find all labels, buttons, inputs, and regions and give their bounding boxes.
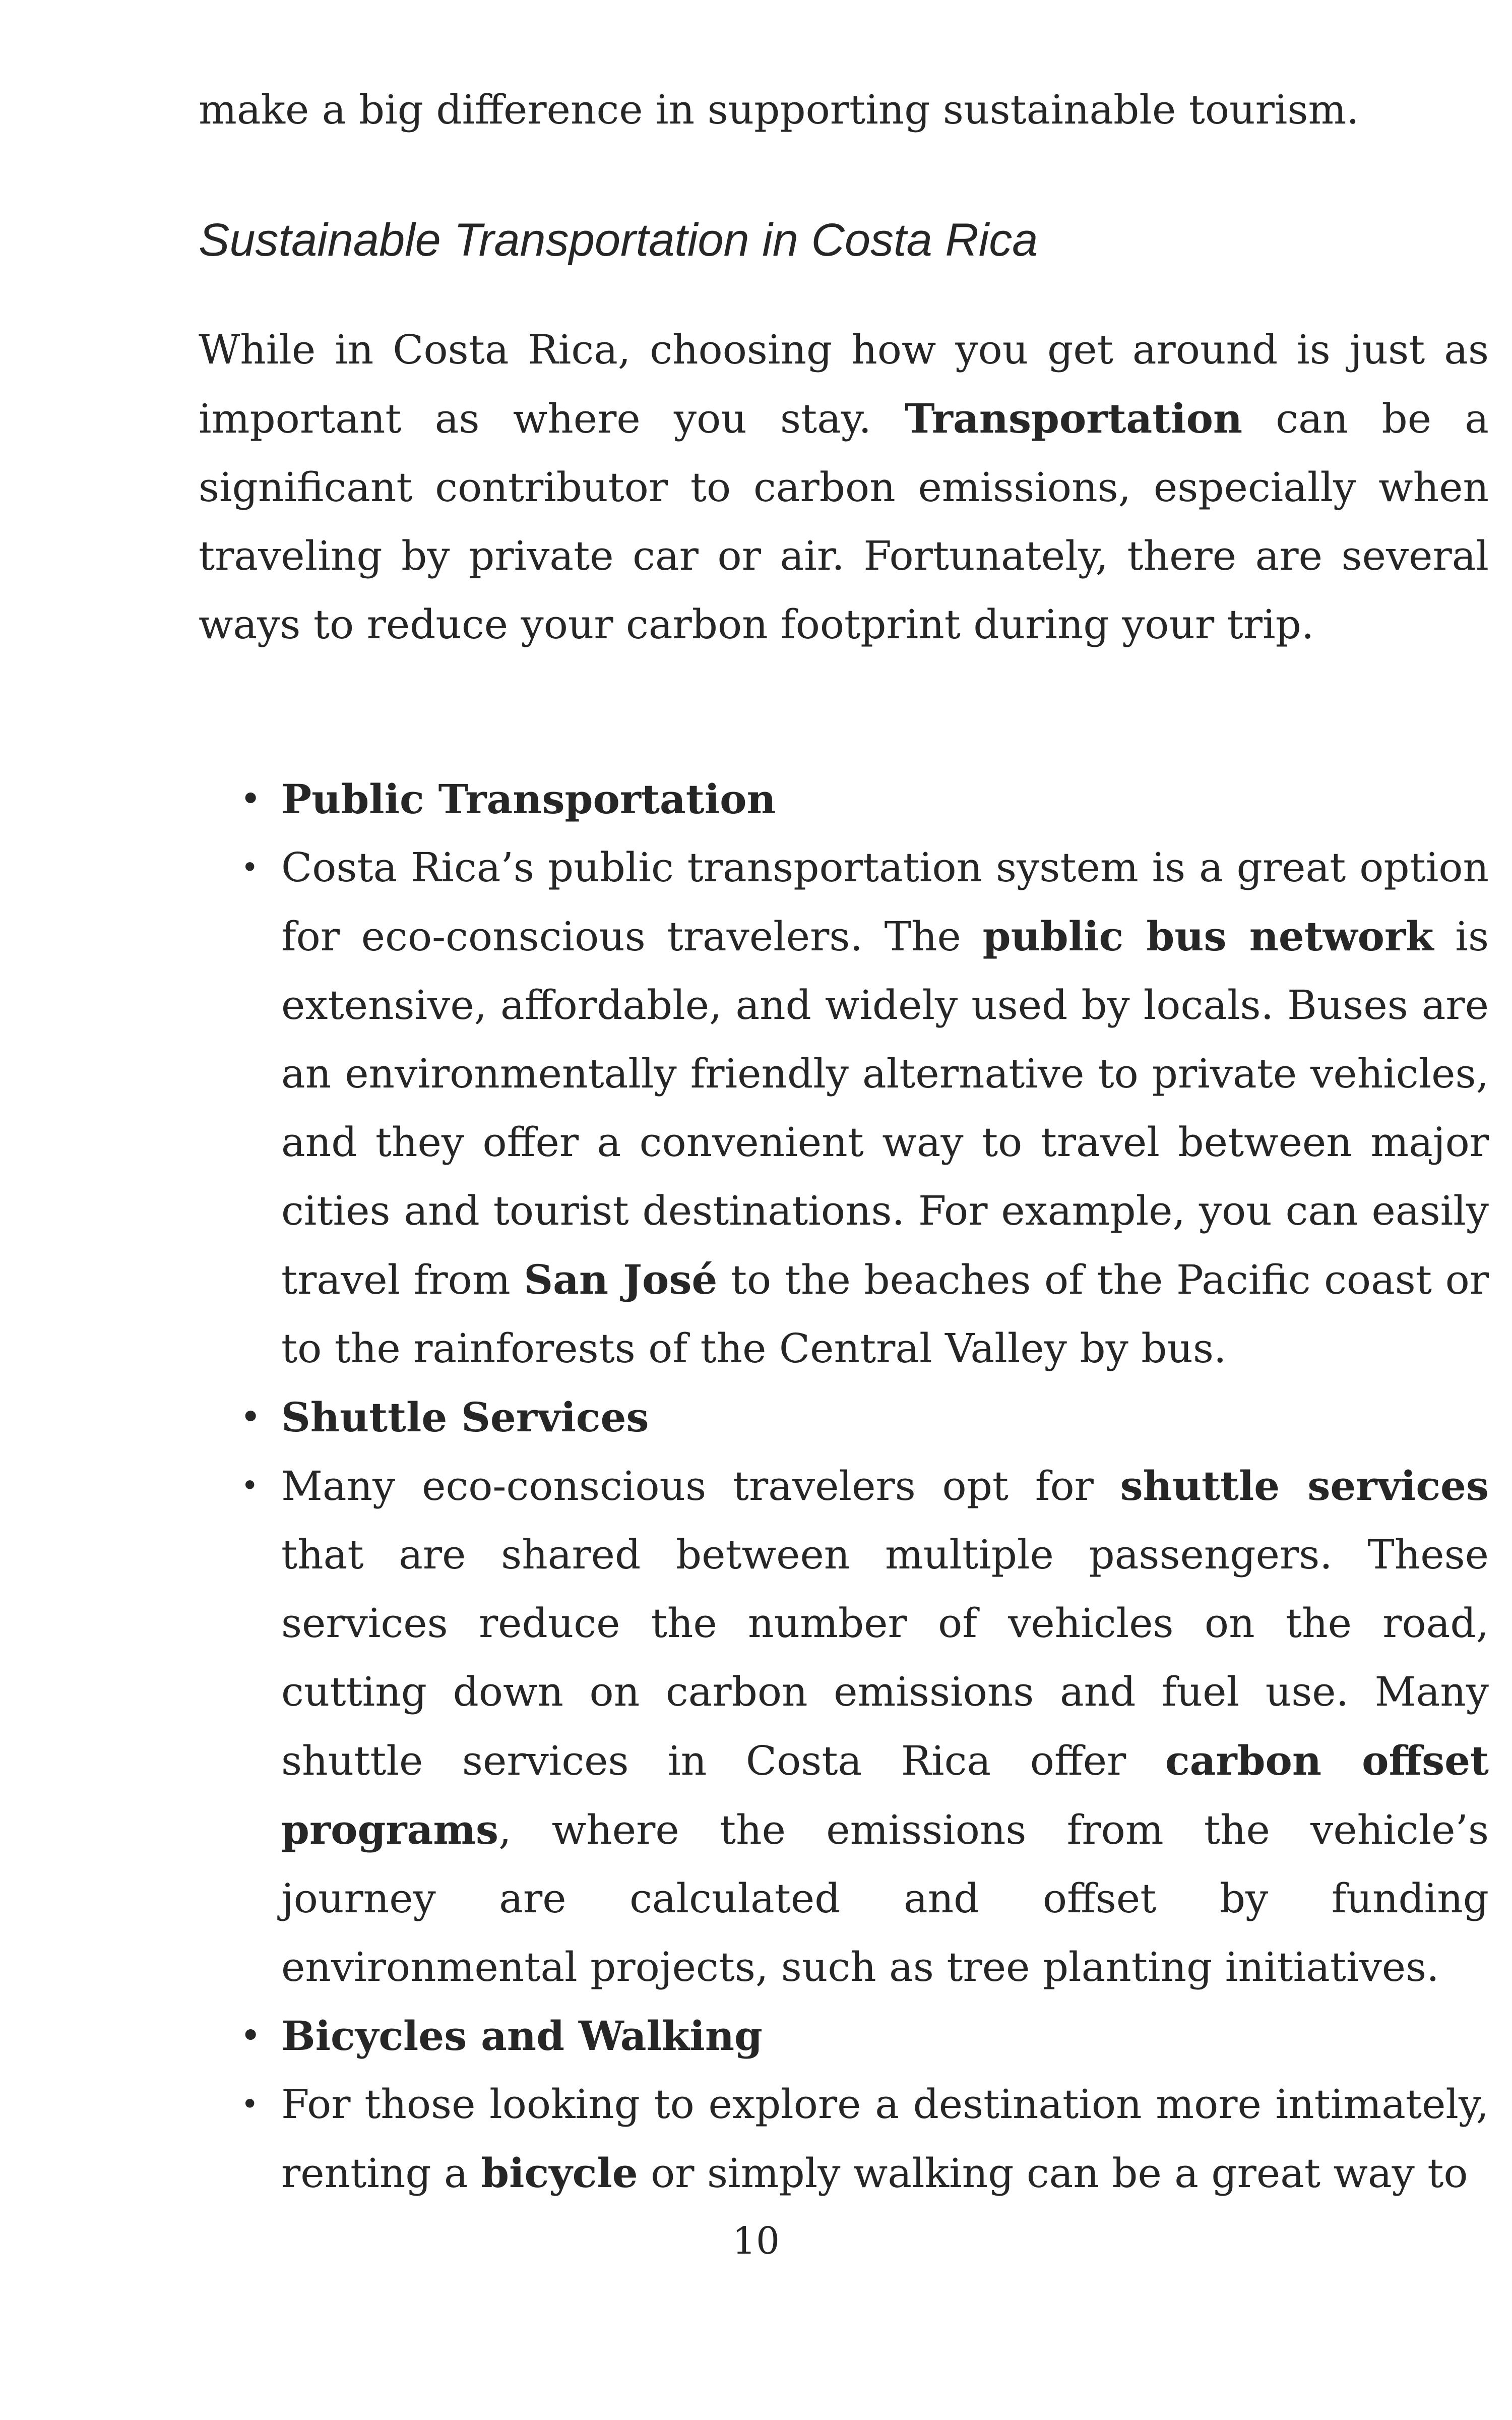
bullet-icon: • <box>241 781 261 817</box>
transport-options-list <box>199 765 1489 2208</box>
bold-term: carbon offset programs <box>281 1737 1489 1853</box>
bold-term: San José <box>524 1256 718 1303</box>
list-item-public-transportation-title <box>199 765 1489 833</box>
list-item-shuttle-services-title <box>199 1383 1489 1451</box>
bullet-icon: • <box>241 2018 261 2053</box>
list-item-title: Shuttle Services <box>281 1394 649 1441</box>
intro-paragraph: make a big difference in supporting sustainable tourism. <box>199 86 1359 133</box>
list-item-bicycles-walking-title <box>199 2002 1489 2070</box>
paragraph-bold-term: Transportation <box>905 395 1243 442</box>
paragraph-text: While in Costa Rica, choosing how you get around is just as important as where you stay. <box>199 326 1489 442</box>
list-item-text: to the beaches of the Pacific coast or to the rainforests of the Central Valley by bus. <box>281 1256 1489 1372</box>
list-item-title: Bicycles and Walking <box>281 2012 763 2060</box>
list-item-text: Costa Rica’s public transportation system is a great option for eco-conscious travelers. The <box>281 844 1489 960</box>
list-item-text: that are shared between multiple passengers. These services reduce the number of vehicles on the road, cutting down on carbon emissions and fuel use. Many shuttle services in Costa Rica offer <box>281 1531 1489 1784</box>
list-item-text: , where the emissions from the vehicle’s journey are calculated and offset by funding environmental projects, such as tree planting initiatives. <box>281 1806 1489 1990</box>
bullet-icon: • <box>241 1468 259 1503</box>
list-item-text: Many eco-conscious travelers opt for <box>281 1463 1120 1509</box>
bold-term: bicycle <box>481 2149 638 2197</box>
list-item-text: is extensive, affordable, and widely used by locals. Buses are an environmentally friendly alternative to private vehicles, and they offer a convenient way to travel between major cities and tourist destinations. For example, you can easily travel from <box>281 913 1489 1303</box>
paragraph-text: can be a significant contributor to carbon emissions, especially when traveling by private car or air. Fortunately, there are several ways to reduce your carbon footprint during your trip. <box>199 395 1489 648</box>
page-content <box>199 76 1489 2208</box>
page-number: 10 <box>732 2219 780 2263</box>
list-item-text: For those looking to explore a destination more intimately, renting a <box>281 2081 1489 2197</box>
bullet-icon: • <box>241 1400 261 1435</box>
section-paragraph <box>199 316 1489 659</box>
bullet-icon: • <box>241 2087 259 2122</box>
list-item-shuttle-services-body <box>199 1451 1489 2002</box>
bullet-icon: • <box>241 850 259 885</box>
list-item-text: or simply walking can be a great way to <box>638 2150 1468 2197</box>
section-heading: Sustainable Transportation in Costa Rica <box>199 214 1038 266</box>
list-item-public-transportation-body <box>199 833 1489 1383</box>
list-item-bicycles-walking-body <box>199 2070 1489 2208</box>
bold-term: shuttle services <box>1120 1462 1489 1509</box>
list-item-title: Public Transportation <box>281 775 776 823</box>
bold-term: public bus network <box>982 913 1434 960</box>
